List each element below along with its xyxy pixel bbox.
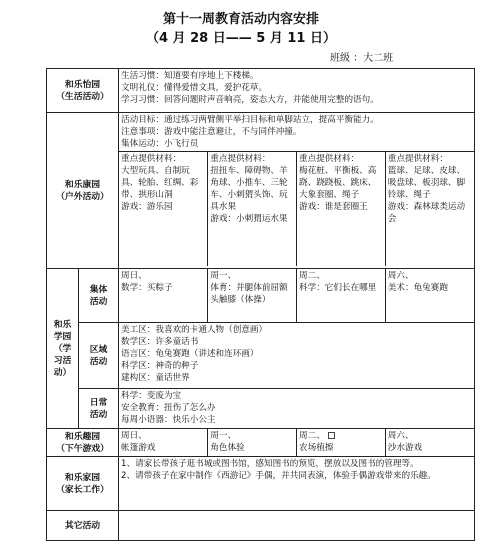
day-label: 周日、 bbox=[121, 271, 147, 281]
area-item: 科学区：神奇的种子 bbox=[121, 361, 199, 371]
area-item: 美工区：我喜欢的卡通人物（创意画） bbox=[121, 325, 268, 335]
afternoon-game-content bbox=[119, 429, 475, 457]
zone-game: 游戏：游乐园 bbox=[121, 202, 173, 212]
outdoor-inner-table bbox=[119, 113, 474, 266]
study-label-part: 和乐 bbox=[53, 319, 72, 330]
parent-work-item: 2、请带孩子在家中制作《西游记》手偶，并共同表演，体验手偶游戏带来的乐趣。 bbox=[121, 471, 436, 481]
outdoor-label-line1: 和乐康园 bbox=[64, 179, 101, 190]
day-content: 体育：并腿体前屈额头触膝（体操） bbox=[210, 283, 288, 305]
day-label: 周一、 bbox=[210, 271, 237, 281]
zone-materials: 扭扭车、障碍物、羊角球、小推车、三轮车、小刺猬头饰、玩具水果 bbox=[210, 166, 288, 212]
daily-activity-label bbox=[79, 389, 119, 429]
schedule-table bbox=[46, 68, 475, 541]
day-content: 农场植擦 bbox=[299, 443, 334, 453]
other-activity-content bbox=[119, 511, 475, 541]
life-label-line1: 和乐怡园 bbox=[64, 79, 101, 90]
day-label: 周六、 bbox=[387, 431, 414, 441]
daily-item: 安全教育：扭伤了怎么办 bbox=[121, 403, 216, 413]
day-cell bbox=[119, 429, 208, 456]
outdoor-zone-4 bbox=[385, 152, 474, 266]
group-label-line2: 活动 bbox=[89, 296, 108, 307]
zone-game: 游戏：小刺猬运水果 bbox=[210, 214, 288, 224]
day-content: 科学：它们长在哪里 bbox=[299, 283, 377, 293]
parent-work-content bbox=[119, 457, 475, 511]
zone-header: 重点提供材料： bbox=[299, 154, 360, 164]
play-label-line1: 和乐趣园 bbox=[64, 431, 101, 442]
day-cell bbox=[385, 269, 474, 322]
afternoon-game-days bbox=[119, 429, 474, 456]
afternoon-game-label bbox=[47, 429, 119, 457]
study-label-part: 动） bbox=[53, 367, 72, 378]
group-label-line1: 集体 bbox=[89, 284, 108, 295]
day-content: 数学：买粽子 bbox=[121, 283, 173, 293]
afternoon-game-row bbox=[47, 429, 475, 457]
daily-label-line1: 日常 bbox=[89, 397, 108, 408]
day-cell bbox=[119, 269, 208, 322]
group-activity-days bbox=[119, 269, 474, 322]
daily-activity-content bbox=[119, 389, 475, 429]
outdoor-notice: 注意事项：游戏中能注意避让，不与同伴冲撞。 bbox=[121, 127, 302, 137]
outdoor-goals bbox=[119, 113, 474, 152]
daily-activity-row bbox=[47, 389, 475, 429]
life-item: 学习习惯：回答问题时声音响亮，姿态大方，并能使用完整的语句。 bbox=[121, 95, 379, 105]
outdoor-zone-2 bbox=[208, 152, 297, 266]
zone-header: 重点提供材料： bbox=[210, 154, 271, 164]
zone-materials: 梅花桩、平衡板、高跷、跷跷板、跳床、大象套圈、绳子 bbox=[299, 166, 377, 200]
day-label: 周二、 bbox=[299, 271, 325, 281]
outdoor-content bbox=[119, 113, 475, 269]
zone-header: 重点提供材料： bbox=[387, 154, 448, 164]
daily-item: 每周小语器：快乐小公主 bbox=[121, 415, 216, 425]
other-activity-label: 其它活动 bbox=[47, 511, 119, 541]
group-activity-row bbox=[47, 269, 475, 323]
daily-item: 科学：变废为宝 bbox=[121, 391, 182, 401]
life-item: 文明礼仪：懂得爱惜文具，爱护花草。 bbox=[121, 83, 268, 93]
life-content bbox=[119, 69, 475, 113]
home-label-line1: 和乐家园 bbox=[64, 472, 101, 483]
day-cell bbox=[297, 269, 386, 322]
day-cell bbox=[297, 429, 386, 456]
life-item: 生活习惯：知道要有序地上下楼梯。 bbox=[121, 71, 259, 81]
parent-work-item: 1、请家长带孩子逛书城或图书馆，感知图书的预览，摆放以及图书的管理等。 bbox=[121, 459, 419, 469]
area-activity-row bbox=[47, 323, 475, 389]
zone-header: 重点提供材料： bbox=[121, 154, 182, 164]
day-label: 周一、 bbox=[210, 431, 237, 441]
outdoor-label bbox=[47, 113, 119, 269]
area-item: 建构区：童话世界 bbox=[121, 373, 190, 383]
life-row bbox=[47, 69, 475, 113]
other-activity-row bbox=[47, 511, 475, 541]
checkbox-icon bbox=[328, 432, 335, 439]
zone-materials: 大型玩具、自制玩具、轮胎、红绸、彩带、拱形山洞 bbox=[121, 166, 199, 200]
day-label-wrap bbox=[299, 430, 383, 442]
outdoor-row bbox=[47, 113, 475, 269]
life-label-line2: （生活活动） bbox=[56, 91, 109, 102]
day-label: 周日、 bbox=[121, 431, 147, 441]
class-label: 班级 ：大二班 bbox=[330, 53, 394, 64]
group-activity-label bbox=[79, 269, 119, 323]
study-label bbox=[47, 269, 79, 429]
day-content: 沙水游戏 bbox=[387, 443, 423, 453]
area-label-line1: 区域 bbox=[89, 344, 108, 355]
day-label: 周六、 bbox=[387, 271, 414, 281]
life-label bbox=[47, 69, 119, 113]
parent-work-row bbox=[47, 457, 475, 511]
page-subtitle: （4 月 28 日—— 5 月 11 日） bbox=[146, 31, 336, 46]
zone-materials: 篮球、足球、皮球、吸盘球、板羽球、脚铃球、绳子 bbox=[387, 166, 466, 200]
play-label-line2: （下午游戏） bbox=[56, 443, 109, 454]
day-cell bbox=[385, 429, 474, 456]
area-activity-content bbox=[119, 323, 475, 389]
outdoor-zone-1 bbox=[119, 152, 208, 266]
study-label-part: 学园 bbox=[53, 331, 72, 342]
outdoor-zone-3 bbox=[297, 152, 386, 266]
day-content: 帐篷游戏 bbox=[121, 443, 156, 453]
zone-game: 游戏：谁是套圈王 bbox=[299, 202, 368, 212]
page-title: 第十一周教育活动内容安排 bbox=[162, 12, 319, 27]
study-label-part: 习活 bbox=[53, 355, 72, 366]
outdoor-label-line2: （户外活动） bbox=[56, 191, 109, 202]
outdoor-goal: 活动目标：通过练习两臂侧平举扫目标和单脚站立，提高平衡能力。 bbox=[121, 115, 379, 125]
day-cell bbox=[208, 269, 297, 322]
day-content: 角色体验 bbox=[210, 443, 245, 453]
day-label: 周二、 bbox=[299, 431, 325, 441]
home-label-line2: （家长工作） bbox=[56, 484, 109, 495]
area-label-line2: 活动 bbox=[89, 356, 108, 367]
study-label-part: （学 bbox=[53, 343, 72, 354]
zone-game: 游戏：森林球类运动会 bbox=[387, 202, 466, 224]
day-content: 美术：龟兔赛跑 bbox=[387, 283, 448, 293]
day-cell bbox=[208, 429, 297, 456]
outdoor-group-activity: 集体运动：小飞行员 bbox=[121, 139, 199, 149]
group-activity-content bbox=[119, 269, 475, 323]
area-item: 语言区：龟兔赛跑（讲述和连环画） bbox=[121, 349, 259, 359]
area-activity-label bbox=[79, 323, 119, 389]
daily-label-line2: 活动 bbox=[89, 409, 108, 420]
area-item: 数学区：许多童话书 bbox=[121, 337, 199, 347]
parent-work-label bbox=[47, 457, 119, 511]
